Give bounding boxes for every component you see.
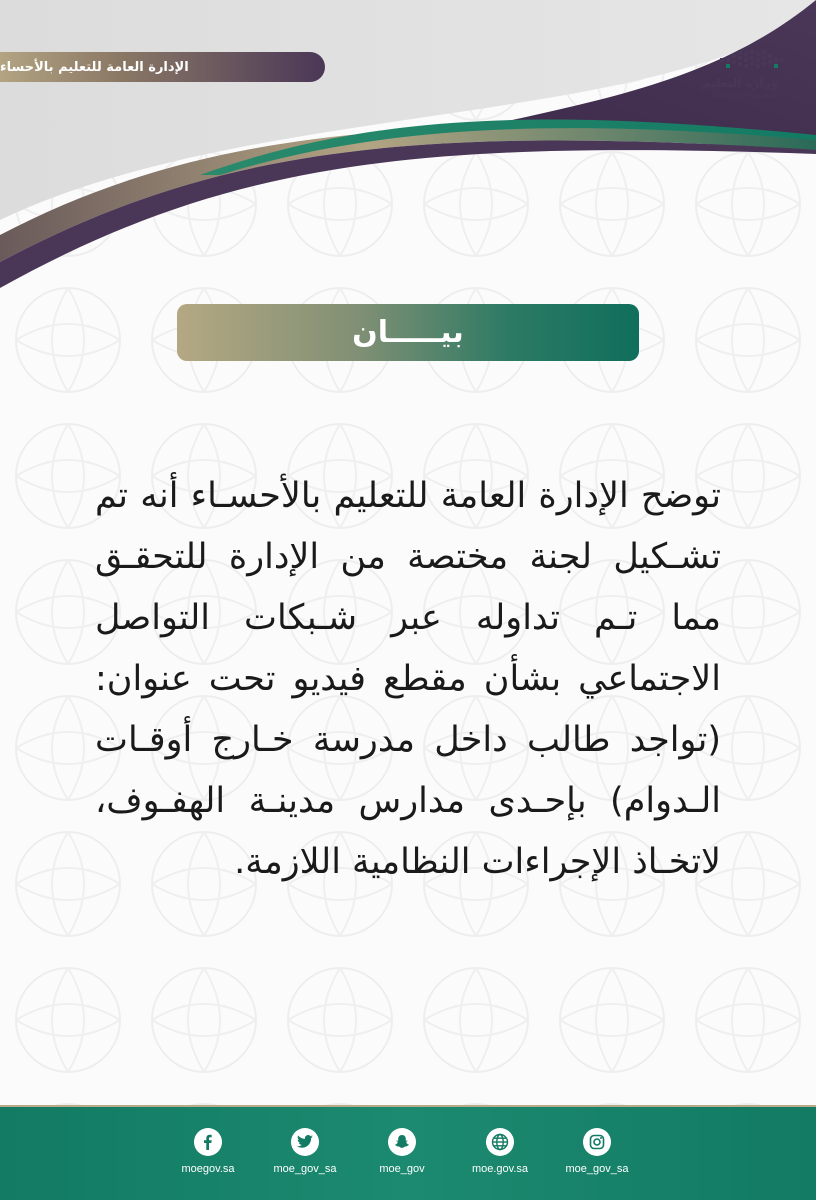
statement-title-banner xyxy=(177,304,639,361)
social-twitter[interactable] xyxy=(260,1128,350,1175)
social-label: moe_gov_sa xyxy=(273,1163,337,1175)
facebook-icon xyxy=(194,1128,222,1156)
instagram-icon xyxy=(583,1128,611,1156)
social-snapchat[interactable] xyxy=(357,1128,447,1175)
snapchat-icon xyxy=(388,1128,416,1156)
social-label: moe.gov.sa xyxy=(471,1163,529,1175)
social-website[interactable] xyxy=(455,1128,545,1175)
department-name: الإدارة العامة للتعليم بالأحساء xyxy=(0,59,189,75)
logo-arabic-text: وزارة التعليم xyxy=(701,76,778,90)
department-tag xyxy=(0,52,325,82)
statement-title: بيـــــان xyxy=(352,315,464,350)
social-facebook[interactable] xyxy=(163,1128,253,1175)
moe-dots-logo-icon xyxy=(720,48,786,74)
twitter-icon xyxy=(291,1128,319,1156)
social-label: moe_gov xyxy=(379,1163,425,1175)
social-label: moegov.sa xyxy=(181,1163,235,1175)
moe-logo xyxy=(688,48,788,108)
social-instagram[interactable] xyxy=(552,1128,642,1175)
statement-body: توضح الإدارة العامة للتعليم بالأحسـاء أنه تم تشـكيل لجنة مختصة من الإدارة للتحقـق مما تـم تداوله عبر شـبكات التواصل الاجتماعي بشأن مقطع فيديو تحت عنوان: (تواجد طالب داخل مدرسة خـارج أوقـات الـدوام) بإحـدى مدارس مدينـة الهفـوف، لاتخـاذ الإجراءات النظامية اللازمة. xyxy=(95,476,721,882)
globe-icon xyxy=(486,1128,514,1156)
header-wave xyxy=(0,0,816,300)
social-label: moe_gov_sa xyxy=(565,1163,629,1175)
logo-english-text: Ministry of Education xyxy=(713,93,778,100)
